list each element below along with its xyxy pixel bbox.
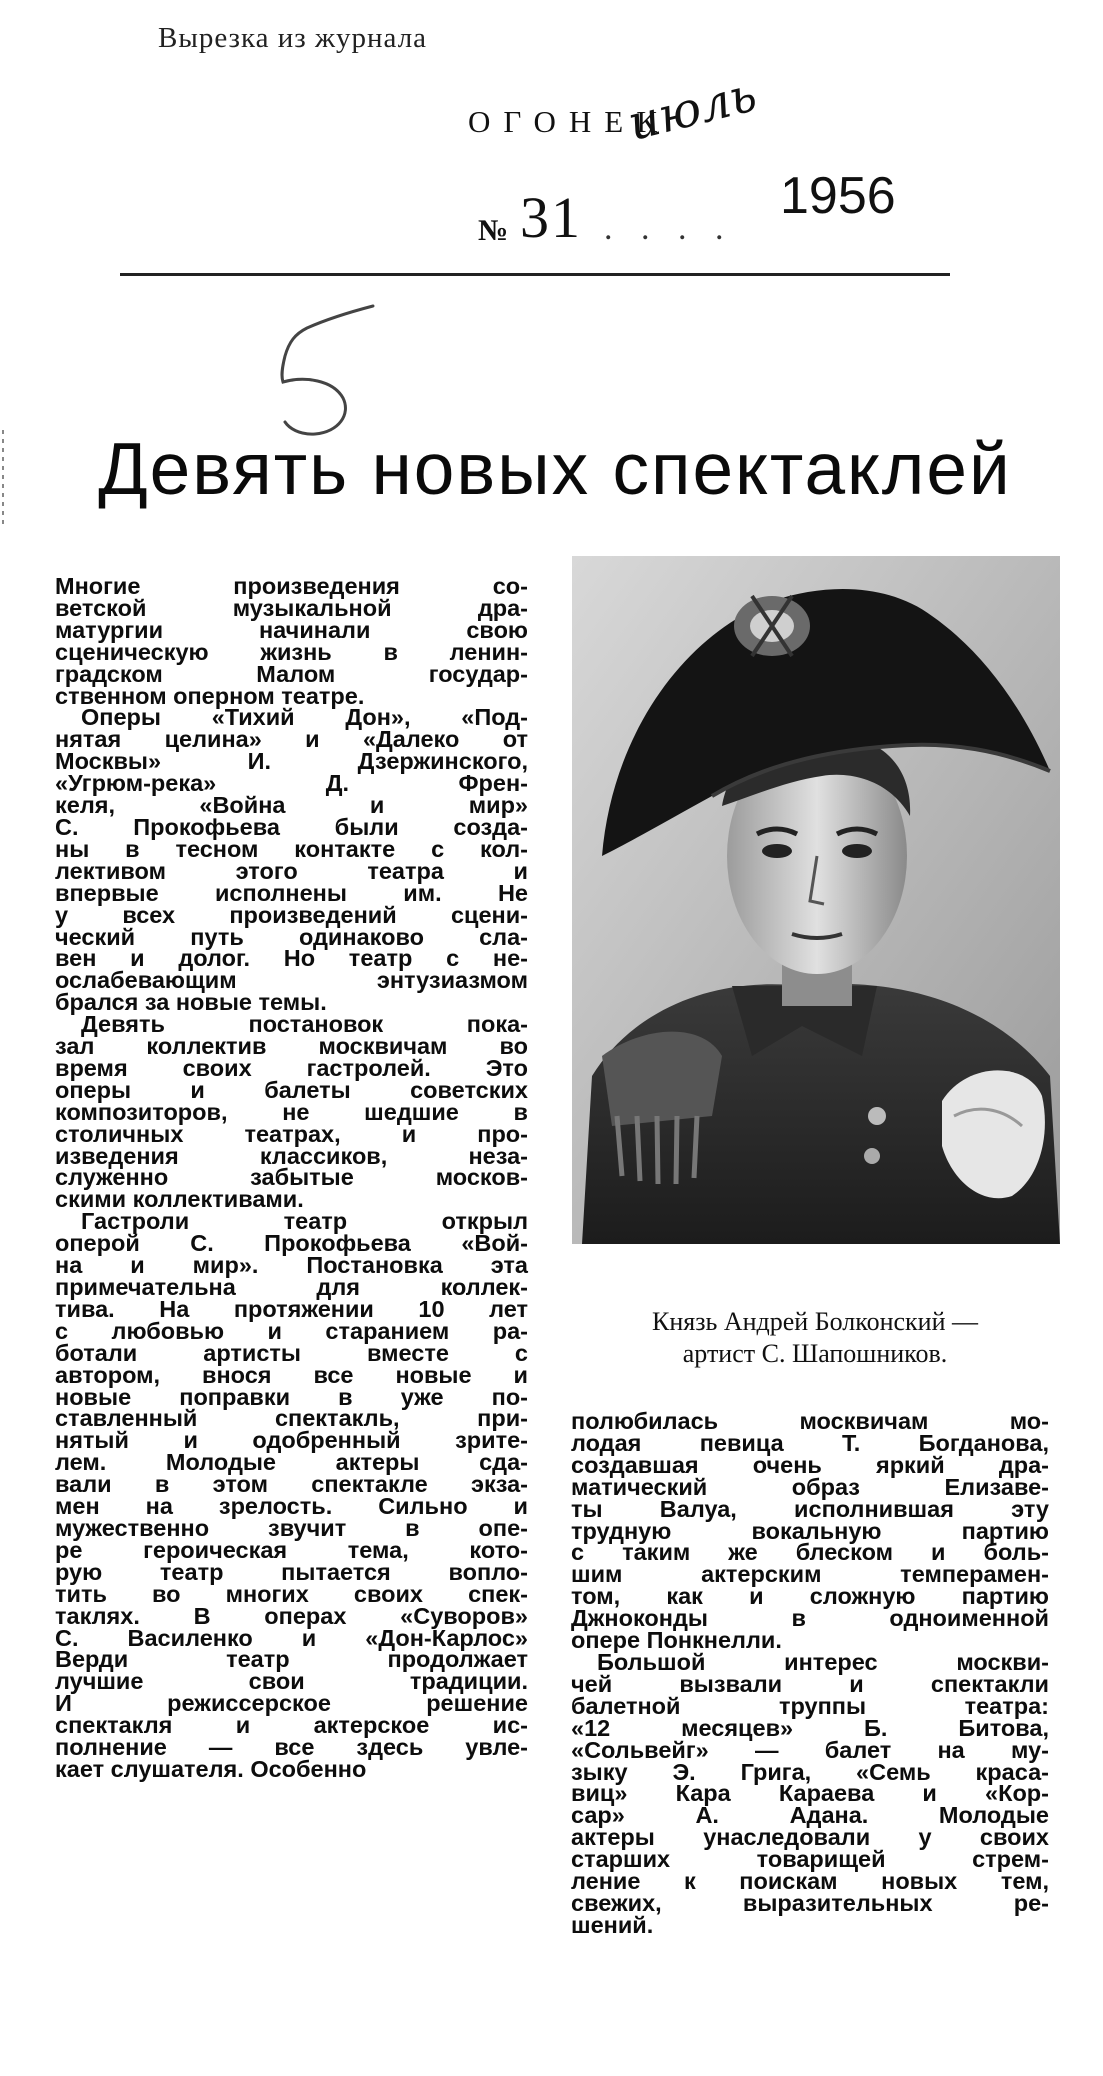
article-line: лективом этого театра и: [55, 857, 528, 884]
issue-dots: . . . .: [604, 210, 734, 247]
article-line: примечательна для коллек-: [55, 1274, 528, 1300]
article-line: столичных театрах, и про-: [55, 1120, 528, 1147]
article-line: чей вызвали и спектакли: [571, 1670, 1049, 1697]
article-line: изведения классиков, неза-: [55, 1142, 528, 1169]
article-line: ботали артисты вместе с: [55, 1339, 528, 1366]
handwritten-mark: [255, 298, 385, 443]
article-line: на и мир». Постановка эта: [55, 1252, 528, 1279]
article-line: келя, «Война и мир»: [55, 792, 528, 819]
article-line: виц» Кара Караева и «Кор-: [571, 1780, 1049, 1807]
article-line: шим актерским темперамен-: [571, 1561, 1049, 1588]
article-line: нятый и одобренный зрите-: [55, 1427, 528, 1454]
article-line: таклях. В операх «Суворов»: [55, 1602, 528, 1629]
article-line: «12 месяцев» Б. Битова,: [571, 1714, 1049, 1741]
photo-caption-line: артист С. Шапошников.: [682, 1339, 948, 1368]
article-right-column: [571, 1408, 1049, 1938]
article-line: Многие произведения со-: [55, 573, 528, 599]
article-line: создавшая очень яркий дра-: [571, 1451, 1049, 1478]
article-line: брался за новые темы.: [55, 989, 327, 1016]
article-line: ослабевающим энтузиазмом: [55, 967, 528, 994]
article-line: ты Валуа, исполнившая эту: [571, 1495, 1049, 1522]
article-line: у всех произведений сцени-: [55, 901, 528, 928]
article-line: нятая целина» и «Далеко от: [55, 726, 528, 753]
actor-photo: [572, 556, 1060, 1244]
handwritten-month: июль: [622, 66, 763, 152]
magazine-name: ОГОНЕК: [468, 104, 670, 139]
article-line: опере Понкнелли.: [571, 1627, 782, 1654]
article-line: вен и долог. Но театр с не-: [55, 945, 528, 972]
article-line: сценическую жизнь в ленин-: [55, 638, 528, 665]
clipping-stamp-label: Вырезка из журнала: [158, 22, 428, 54]
article-line: «Сольвейг» — балет на му-: [571, 1736, 1049, 1763]
issue-year: 1956: [780, 167, 896, 225]
article-line: ственном оперном театре.: [55, 682, 365, 709]
article-line: свежих, выразительных ре-: [571, 1889, 1049, 1916]
article-left-column: [55, 573, 528, 1782]
article-line: ветской музыкальной дра-: [55, 594, 528, 621]
article-line: ставленный спектакль, при-: [55, 1405, 528, 1432]
article-line: Большой интерес москви-: [597, 1648, 1049, 1675]
article-line: Оперы «Тихий Дон», «Под-: [81, 704, 528, 731]
article-line: матургии начинали свою: [55, 616, 528, 643]
article-line: актеры унаследовали у своих: [571, 1824, 1049, 1851]
article-line: оперы и балеты советских: [55, 1076, 528, 1103]
article-line: сар» А. Адана. Молодые: [571, 1802, 1049, 1829]
issue-number-sign: №: [478, 214, 509, 247]
article-line: «Угрюм-река» Д. Френ-: [55, 770, 528, 797]
article-line: время своих гастролей. Это: [55, 1054, 528, 1081]
article-line: вали в этом спектакле экза-: [55, 1471, 528, 1498]
article-line: тить во многих своих спек-: [55, 1580, 528, 1607]
article-line: оперой С. Прокофьева «Вой-: [55, 1230, 528, 1257]
article-line: композиторов, не шедшие в: [55, 1098, 528, 1125]
article-line: матический образ Елизаве-: [571, 1473, 1049, 1500]
article-line: тива. На протяжении 10 лет: [55, 1295, 528, 1322]
article-line: автором, внося все новые и: [55, 1361, 528, 1388]
article-line: И режиссерское решение: [55, 1690, 528, 1717]
article-line: Верди театр продолжает: [55, 1646, 528, 1673]
article-line: полюбилась москвичам мо-: [571, 1408, 1049, 1434]
photo-caption-line: Князь Андрей Болконский —: [651, 1307, 978, 1336]
stamp-divider: [120, 273, 950, 276]
article-headline: Девять новых спектаклей: [98, 429, 1012, 510]
article-line: впервые исполнены им. Не: [55, 879, 528, 906]
article-line: балетной труппы театра:: [571, 1692, 1049, 1719]
article-line: с любовью и старанием ра-: [55, 1317, 528, 1344]
article-line: ны в тесном контакте с кол-: [55, 835, 528, 862]
article-line: спектакля и актерское ис-: [55, 1712, 528, 1739]
article-line: скими коллективами.: [55, 1186, 304, 1213]
article-line: кает слушателя. Особенно: [55, 1755, 367, 1782]
article-line: Гастроли театр открыл: [81, 1208, 528, 1235]
article-line: рую театр пытается вопло-: [55, 1558, 528, 1585]
photo-caption: [555, 1306, 1075, 1370]
article-line: зал коллектив москвичам во: [55, 1033, 528, 1060]
article-line: ческий путь одинаково сла-: [55, 923, 528, 950]
article-line: полнение — все здесь увле-: [55, 1734, 528, 1761]
article-line: трудную вокальную партию: [571, 1517, 1049, 1544]
article-line: С. Василенко и «Дон-Карлос»: [55, 1624, 528, 1651]
article-line: ре героическая тема, кото-: [55, 1536, 528, 1563]
article-line: Москвы» И. Дзержинского,: [55, 748, 528, 775]
article-line: мен на зрелость. Сильно и: [55, 1493, 528, 1520]
article-line: мужественно звучит в опе-: [55, 1514, 528, 1541]
issue-number: 31: [520, 185, 582, 250]
article-line: Джноконды в одноименной: [571, 1605, 1049, 1632]
article-line: с таким же блеском и боль-: [571, 1539, 1049, 1566]
article-line: шений.: [571, 1911, 654, 1938]
article-line: лем. Молодые актеры сда-: [55, 1449, 528, 1476]
article-line: новые поправки в уже по-: [55, 1383, 528, 1410]
article-line: старших товарищей стрем-: [571, 1846, 1049, 1873]
article-line: зыку Э. Грига, «Семь краса-: [571, 1758, 1049, 1785]
article-line: том, как и сложную партию: [571, 1583, 1049, 1610]
scan-edge-marks: [0, 430, 8, 525]
article-line: градском Малом государ-: [55, 660, 528, 687]
article-line: С. Прокофьева были созда-: [55, 813, 528, 840]
article-line: лучшие свои традиции.: [55, 1668, 528, 1695]
article-line: Девять постановок пока-: [81, 1011, 528, 1038]
article-line: служенно забытые москов-: [55, 1164, 528, 1191]
article-line: ление к поискам новых тем,: [571, 1868, 1049, 1895]
article-line: лодая певица Т. Богданова,: [571, 1429, 1049, 1456]
